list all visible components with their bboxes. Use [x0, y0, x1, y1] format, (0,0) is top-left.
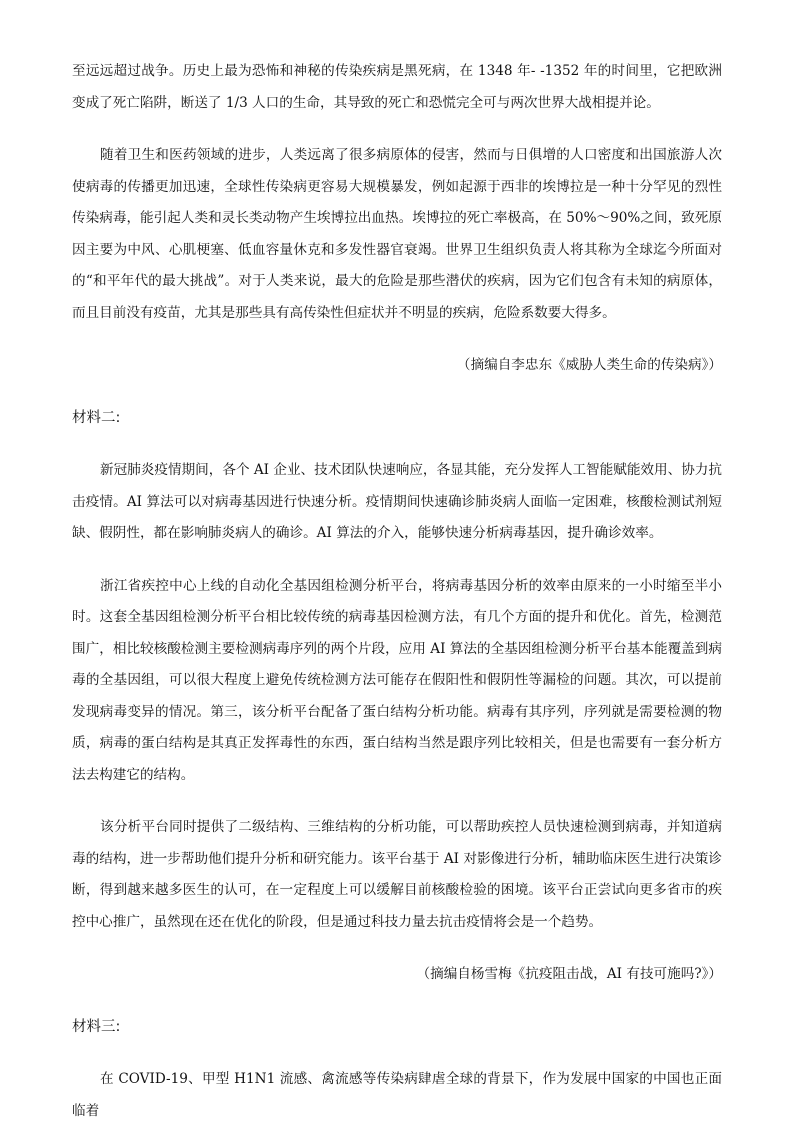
paragraph-ai-response: 新冠肺炎疫情期间，各个 AI 企业、技术团队快速响应，各显其能，充分发挥人工智能赋能效用、协力抗击疫情。AI 算法可以对病毒基因进行快速分析。疫情期间快速确诊肺炎病人面临一定困难，核酸检测试剂短缺、假阴性，都在影响肺炎病人的确诊。AI 算法的介入，能够快速分析病毒基因，提升确诊效率。	[72, 462, 722, 541]
section-heading-material-2: 材料二:	[72, 409, 121, 426]
section-heading-material-3: 材料三:	[72, 1018, 121, 1035]
paragraph-covid-background: 在 COVID-19、甲型 H1N1 流感、禽流感等传染病肆虐全球的背景下，作为发展中国家的中国也正面临着	[72, 1071, 722, 1119]
paragraph-structure-analysis: 该分析平台同时提供了二级结构、三维结构的分析功能，可以帮助疾控人员快速检测到病毒，并知道病毒的结构，进一步帮助他们提升分析和研究能力。该平台基于 AI 对影像进行分析，辅助临床医生进行决策诊断，得到越来越多医生的认可，在一定程度上可以缓解目前核酸检验的困境。该平台正尝试向更多省市的疾控中心推广，虽然现在还在优化的阶段，但是通过科技力量去抗击疫情将会是一个趋势。	[72, 819, 722, 930]
paragraph-ebola: 随着卫生和医药领域的进步，人类远离了很多病原体的侵害，然而与日俱增的人口密度和出国旅游人次使病毒的传播更加迅速，全球性传染病更容易大规模暴发，例如起源于西非的埃博拉是一种十分罕见的烈性传染病毒，能引起人类和灵长类动物产生埃博拉出血热。埃博拉的死亡率极高，在 50%～90%之间，致死原因主要为中风、心肌梗塞、低血容量休克和多发性器官衰竭。世界卫生组织负责人将其称为全球迄今所面对的“和平年代的最大挑战”。对于人类来说，最大的危险是那些潜伏的疾病，因为它们包含有未知的病原体，而且目前没有疫苗，尤其是那些具有高传染性但症状并不明显的疾病，危险系数要大得多。	[72, 147, 722, 321]
source-citation-1: （摘编自李忠东《威胁人类生命的传染病》）	[456, 357, 722, 373]
paragraph-genome-platform: 浙江省疾控中心上线的自动化全基因组检测分析平台，将病毒基因分析的效率由原来的一小时缩至半小时。这套全基因组检测分析平台相比较传统的病毒基因检测方法，有几个方面的提升和优化。首先，检测范围广，相比较核酸检测主要检测病毒序列的两个片段，应用 AI 算法的全基因组检测分析平台基本能覆盖到病毒的全基因组，可以很大程度上避免传统检测方法可能存在假阳性和假阴性等漏检的问题。其次，可以提前发现病毒变异的情况。第三，该分析平台配备了蛋白结构分析功能。病毒有其序列，序列就是需要检测的物质，病毒的蛋白结构是其真正发挥毒性的东西，蛋白结构当然是跟序列比较相关，但是也需要有一套分析方法去构建它的结构。	[72, 577, 722, 783]
document-page	[72, 56, 722, 1127]
paragraph-black-death: 至远远超过战争。历史上最为恐怖和神秘的传染疾病是黑死病，在 1348 年- -1352 年的时间里，它把欧洲变成了死亡陷阱，断送了 1/3 人口的生命，其导致的死亡和恐慌完全可与两次世界大战相提并论。	[72, 63, 722, 111]
source-citation-2: （摘编自杨雪梅《抗疫阻击战，AI 有技可施吗?》）	[416, 966, 722, 982]
